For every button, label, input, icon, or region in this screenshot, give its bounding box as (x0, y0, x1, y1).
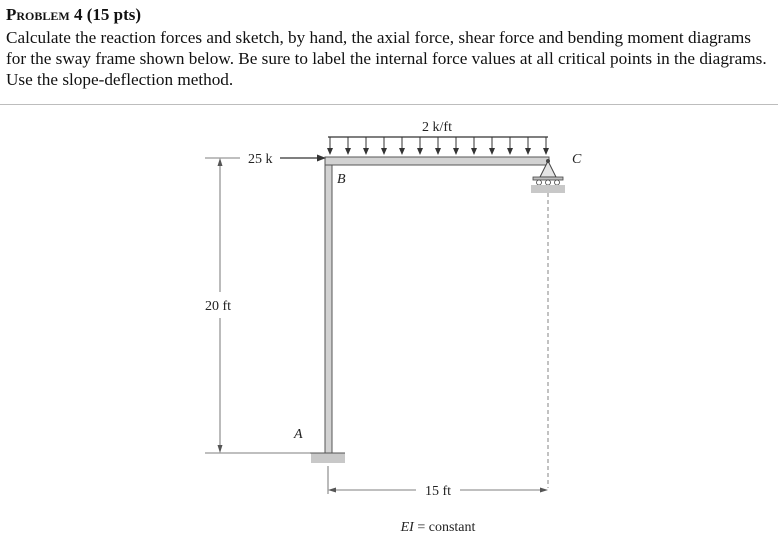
fixed-support-a (310, 453, 345, 463)
udl-arrow-head (543, 148, 549, 155)
udl-arrow-head (435, 148, 441, 155)
udl-arrow-head (345, 148, 351, 155)
udl-arrow-head (489, 148, 495, 155)
point-load-arrow (280, 155, 326, 162)
node-label-c: C (572, 152, 582, 167)
udl-arrows (327, 137, 549, 155)
point-load-label: 25 k (248, 152, 273, 167)
problem-title-prefix: Problem 4 (6, 5, 83, 24)
udl-arrow-head (363, 148, 369, 155)
node-label-a: A (294, 427, 303, 442)
stiffness-label-ei: EI (400, 520, 414, 535)
udl-arrow-head (381, 148, 387, 155)
node-label-b: B (337, 172, 346, 187)
distributed-load-label: 2 k/ft (422, 120, 452, 135)
udl-arrow-head (417, 148, 423, 155)
udl-arrow-head (471, 148, 477, 155)
column-ab (325, 160, 332, 453)
height-dimension-label: 20 ft (204, 299, 232, 314)
udl-arrow-head (399, 148, 405, 155)
stiffness-label (400, 520, 476, 535)
udl-arrow-head (525, 148, 531, 155)
problem-points: (15 pts) (86, 5, 142, 24)
stiffness-label-rest: = constant (413, 520, 476, 535)
span-dimension-label: 15 ft (424, 484, 452, 499)
distributed-load (327, 137, 549, 155)
beam-bc (325, 157, 549, 165)
udl-arrow-head (327, 148, 333, 155)
problem-statement: Calculate the reaction forces and sketch, by hand, the axial force, shear force and bending moment diagrams for the sway frame shown below. Be sure to label the internal force values at all critical points in the diagrams. Use the slope-deflection method. (6, 28, 767, 89)
udl-arrow-head (453, 148, 459, 155)
udl-arrow-head (507, 148, 513, 155)
